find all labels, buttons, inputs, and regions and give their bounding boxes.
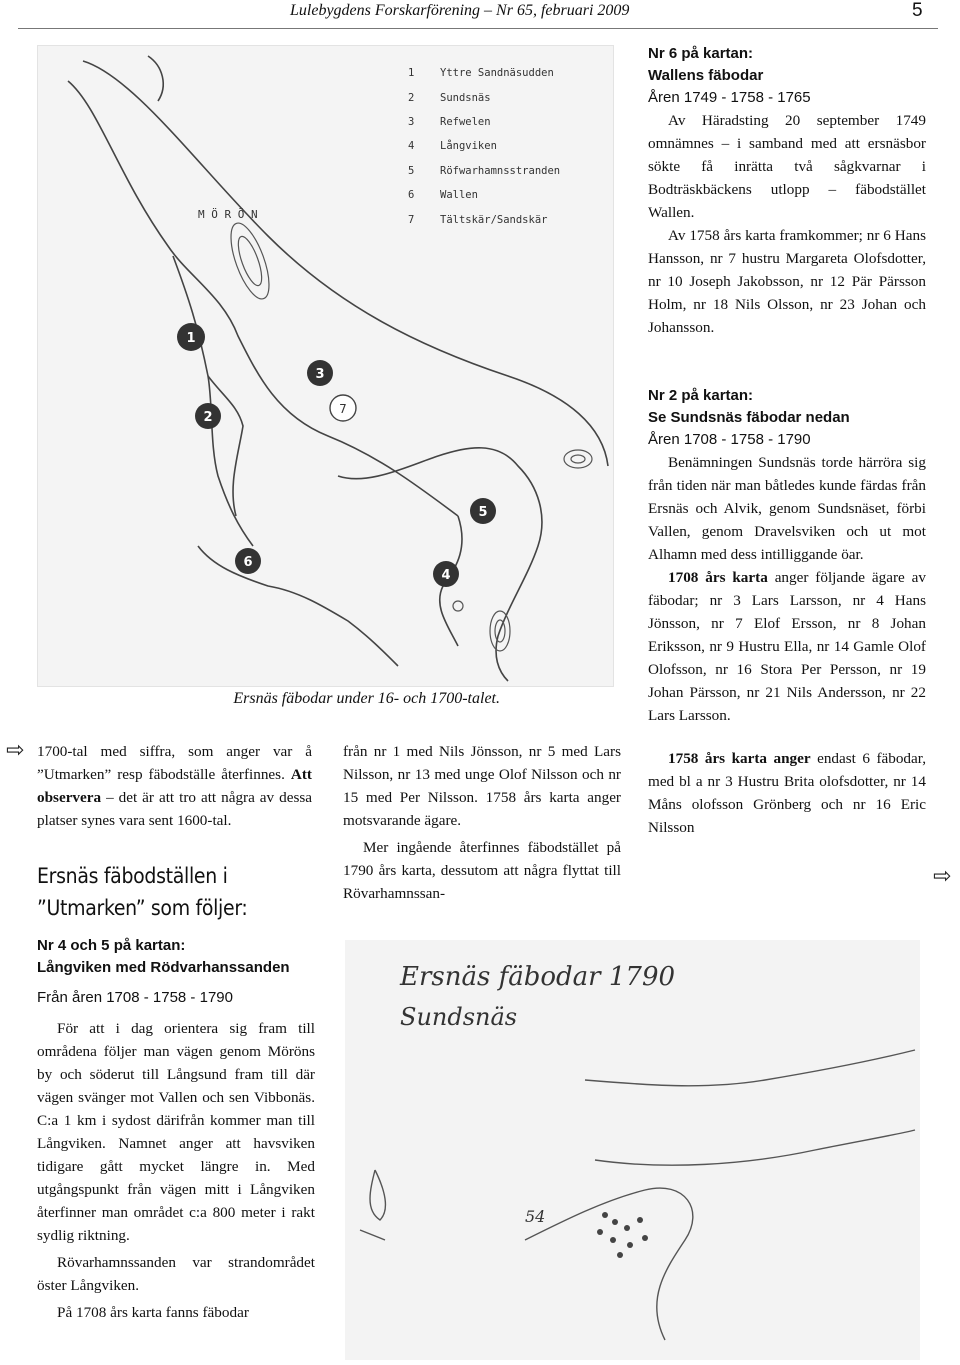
legend-num: 3 [408,116,415,128]
intro-paragraph: 1700-tal med siffra, som anger var å ”Utmarken” resp fäbodställe återfinnes. Att observera – det är att tro att några av dessa platser synes vara sent 1600-tal. [37,743,313,829]
legend-label: Röfwarhamnsstranden [440,165,561,177]
body-paragraph: Av 1758 års karta framkommer; nr 6 Hans Hansson, nr 7 hustru Margareta Olofsdotter, nr 10 Joseph Jakobsson, nr 12 Pär Pärsson Holm, nr 18 Nils Olsson, nr 23 Johan och Johansson. [648,227,926,336]
subheading: Wallens fäbodar [648,67,764,84]
map-ersnas-1790 [345,940,920,1360]
years-line: Åren 1749 - 1758 - 1765 [648,89,811,106]
legend-label: Tältskär/Sandskär [440,214,548,226]
map-number: 54 [525,1207,546,1226]
body-paragraph: 1708 års karta anger följande ägare av fäbodar; nr 3 Lars Larsson, nr 4 Hans Jönsson, nr 7 Elof Ersson, nr 8 Johan Eriksson, nr 9 Hustru Ella, nr 14 Gamle Olof Olofsson, nr 16 Stora Per Persson, nr 19 Johan Pärsson, nr 21 Nils Andersson, nr 22 Lars Larsson. [648,569,927,724]
legend-num: 4 [408,140,415,152]
continue-arrow-icon: ⇨ [6,738,25,763]
body-paragraph: från nr 1 med Nils Jönsson, nr 5 med Lars Nilsson, nr 13 med unge Olof Nilsson och nr 15 med Per Nilsson. 1758 års karta anger motsvarande ägare. [343,743,621,829]
subheading: Nr 6 på kartan: [648,45,754,62]
map-title: Ersnäs fäbodar 1790 [400,962,676,992]
body-paragraph: Rövarhamnssanden var strandområdet öster Långviken. [37,1254,315,1294]
body-paragraph: Benämningen Sundsnäs torde härröra sig från tiden när man båtledes kunde färdas från Ersnäs och Alvik, genom Sundsnäset, förbi Vallen, genom Dravelsviken och ut mot Alhamn med dess intilliggande öar. [648,454,926,563]
legend-num: 2 [408,92,415,104]
marker-label: 3 [315,367,325,382]
marker-label: 4 [441,568,451,583]
map-place-label: M Ö R Ö N [198,208,258,221]
subheading: Nr 4 och 5 på kartan: [37,937,186,954]
continue-arrow-icon: ⇨ [933,864,952,889]
map-caption: Ersnäs fäbodar under 16- och 1700-talet. [233,690,500,707]
legend-label: Sundsnäs [440,92,491,104]
marker-label: 2 [203,410,213,425]
map-drawing [345,940,920,1360]
legend-num: 6 [408,189,415,201]
marker-label: 5 [478,505,488,520]
map-ersnas-fabodar [37,45,614,687]
body-paragraph: För att i dag orientera sig fram till områdena följer man vägen genom Möröns by och söderut till Långsund fram till där vägen svänger mot Vallen och sen Vibbonäs. C:a 1 km i sydost därifrån kommer man till Långviken. Namnet anger att havsviken tidigare gått mycket längre in. Med utgångspunkt från vägen mitt i Långviken återfinner man området c:a 800 meter i rakt sydlig riktning. [37,1020,315,1244]
section-nr4-5 [37,935,315,1324]
page-number: 5 [912,0,923,21]
section-nr6 [648,43,926,339]
years-line: Från åren 1708 - 1758 - 1790 [37,989,233,1006]
body-paragraph: På 1708 års karta fanns fäbodar [57,1304,249,1321]
section-nr2 [648,385,926,839]
years-line: Åren 1708 - 1758 - 1790 [648,431,811,448]
legend-num: 5 [408,165,415,177]
marker-label: 6 [243,555,253,570]
legend-label: Refwelen [440,116,491,128]
subheading: Se Sundsnäs fäbodar nedan [648,409,850,426]
legend-num: 7 [408,214,415,226]
marker-label: 1 [186,331,196,346]
legend-label: Långviken [440,140,497,152]
legend-label: Wallen [440,189,478,201]
subheading: Nr 2 på kartan: [648,387,754,404]
middle-column [343,740,621,905]
map-drawing [38,46,613,686]
marker-label: 7 [339,402,347,416]
legend-num: 1 [408,67,415,79]
body-paragraph: Av Häradsting 20 september 1749 omnämnes – i samband med att ersnäsbor sökte få inrätta två sågkvarnar i Bodträskbäckens utlopp – fäbodstället Wallen. [648,112,926,221]
section-heading: Ersnäs fäbodställen i ”Utmarken” som följer: [37,864,248,920]
publication-title: Lulebygdens Forskarförening – Nr 65, februari 2009 [290,2,630,19]
page-header [0,0,960,26]
map-subtitle: Sundsnäs [400,1003,518,1031]
header-rule [18,28,938,29]
legend-label: Yttre Sandnäsudden [440,67,554,79]
body-paragraph: Mer ingående återfinnes fäbodstället på 1790 års karta, dessutom att några flyttat till Rövarhamnssan- [343,839,621,902]
subheading: Långviken med Rödvarhanssanden [37,959,290,976]
body-paragraph: 1758 års karta anger endast 6 fäbodar, med bl a nr 3 Hustru Brita olofsdotter, nr 14 Måns olofsson Grönberg och nr 16 Eric Nilsson [648,750,927,836]
